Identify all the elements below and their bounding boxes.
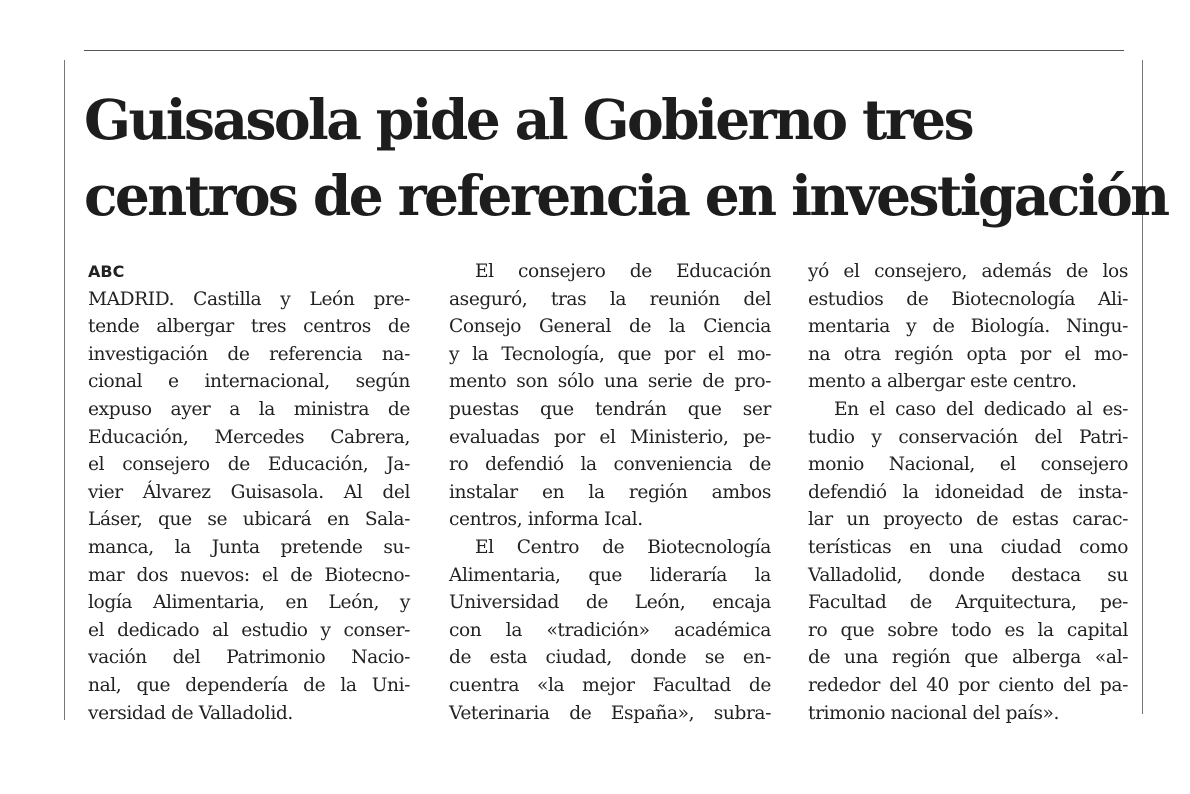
text-line: El consejero de Educación [475,261,771,282]
text-line: ro defendió la conveniencia de [449,454,771,476]
text-line: puestas que tendrán que ser [449,398,771,420]
text-line: versidad de Valladolid. [88,702,293,724]
column-1 [88,258,410,727]
text-line: Alimentaria, que lideraría la [449,564,771,586]
text-line: Veterinaria de España», subra- [449,702,771,724]
text-line: ro que sobre todo es la capital [808,619,1128,641]
text-line: Facultad de Arquitectura, pe- [808,592,1128,614]
text-line: mento son sólo una serie de pro- [449,371,771,393]
text-line: instalar en la región ambos [449,481,771,503]
text-line: tudio y conservación del Patri- [808,426,1128,448]
column-2 [449,258,771,727]
text-line: lar un proyecto de estas carac- [808,509,1128,531]
text-line: defendió la idoneidad de insta- [808,481,1128,503]
text-line: En el caso del dedicado al es- [834,398,1128,420]
text-line: terísticas en una ciudad como [808,536,1128,558]
text-line: expuso ayer a la ministra de [88,398,410,420]
text-line: centros, informa Ical. [449,509,643,531]
text-line: y la Tecnología, que por el mo- [449,343,771,365]
text-line: Educación, Mercedes Cabrera, [88,426,410,448]
text-line: vier Álvarez Guisasola. Al del [88,481,410,503]
text-line: el dedicado al estudio y conser- [88,619,410,641]
text-line: mentaria y de Biología. Ningu- [808,316,1128,338]
text-line: cional e internacional, según [88,371,410,393]
text-line: yó el consejero, además de los [808,261,1128,282]
column-3 [808,258,1128,727]
text-line: vación del Patrimonio Nacio- [88,647,410,669]
byline: ABC [88,262,125,281]
right-rule [1142,60,1143,714]
text-line: estudios de Biotecnología Ali- [808,288,1128,310]
text-line: Consejo General de la Ciencia [449,316,771,338]
text-line: manca, la Junta pretende su- [88,536,410,558]
text-line: Valladolid, donde destaca su [808,564,1128,586]
text-line: Universidad de León, encaja [449,592,771,614]
text-line: mento a albergar este centro. [808,371,1077,393]
text-line: Láser, que se ubicará en Sala- [88,509,410,531]
text-line: MADRID. Castilla y León pre- [88,288,410,310]
text-line: de esta ciudad, donde se en- [449,647,771,669]
text-line: tende albergar tres centros de [88,316,410,338]
text-line: monio Nacional, el consejero [808,454,1128,476]
text-line: evaluadas por el Ministerio, pe- [449,426,771,448]
headline-line: Guisasola pide al Gobierno tres [84,87,972,152]
text-line: trimonio nacional del país». [808,702,1060,724]
text-line: El Centro de Biotecnología [475,536,771,558]
text-line: mar dos nuevos: el de Biotecno- [88,564,410,586]
headline [84,82,1168,234]
top-rule [84,50,1124,51]
text-line: aseguró, tras la reunión del [449,288,771,310]
text-line: con la «tradición» académica [449,619,771,641]
text-line: el consejero de Educación, Ja- [88,454,410,476]
headline-line: centros de referencia en investigación [84,163,1168,228]
text-line: logía Alimentaria, en León, y [88,592,410,614]
text-line: nal, que dependería de la Uni- [88,674,410,696]
text-line: investigación de referencia na- [88,343,410,365]
text-line: rededor del 40 por ciento del pa- [808,674,1128,696]
text-line: cuentra «la mejor Facultad de [449,674,771,696]
text-line: na otra región opta por el mo- [808,343,1128,365]
left-rule [64,60,65,720]
text-line: de una región que alberga «al- [808,647,1128,669]
